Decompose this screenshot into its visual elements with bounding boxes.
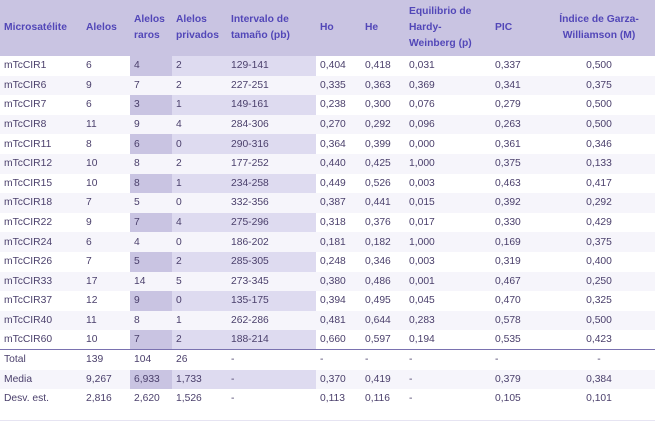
cell-intervalo: 188-214 <box>227 330 316 350</box>
cell-microsatelite: mTcCIR22 <box>4 217 53 229</box>
summary-row <box>0 389 655 409</box>
cell-pic: 0,379 <box>495 373 521 385</box>
table-row <box>0 193 655 213</box>
table-row <box>0 252 655 272</box>
cell-he: 0,363 <box>365 79 391 91</box>
cell-microsatelite: mTcCIR8 <box>4 119 47 131</box>
cell-pic: 0,467 <box>495 275 521 287</box>
cell-equilibrio: 0,369 <box>409 79 435 91</box>
cell-pic: 0,279 <box>495 99 521 111</box>
cell-alelos: 9,267 <box>86 373 112 385</box>
cell-pic: 0,361 <box>495 138 521 150</box>
cell-alelos-privados: 1,526 <box>176 393 202 405</box>
cell-ho: 0,660 <box>320 334 346 346</box>
header-alelos-raros: Alelos raros <box>134 14 165 41</box>
cell-microsatelite: mTcCIR18 <box>4 197 53 209</box>
cell-alelos-privados: 2 <box>172 252 227 272</box>
cell-alelos-privados: 0 <box>172 291 227 311</box>
cell-ho: 0,449 <box>320 177 346 189</box>
cell-ho: 0,387 <box>320 197 346 209</box>
cell-equilibrio: 0,283 <box>409 315 435 327</box>
cell-alelos-raros: 8 <box>134 315 140 327</box>
cell-microsatelite: mTcCIR15 <box>4 177 53 189</box>
cell-microsatelite: mTcCIR1 <box>4 60 47 72</box>
cell-he: 0,644 <box>365 315 391 327</box>
cell-equilibrio: 1,000 <box>409 158 435 170</box>
cell-alelos-raros: 5 <box>130 252 172 272</box>
cell-microsatelite: mTcCIR11 <box>4 138 52 150</box>
cell-intervalo: 332-356 <box>231 197 269 209</box>
cell-microsatelite: mTcCIR26 <box>4 256 53 268</box>
cell-alelos-privados: 5 <box>176 275 182 287</box>
cell-ho: 0,248 <box>320 256 346 268</box>
cell-indice: 0,325 <box>586 295 612 307</box>
cell-alelos-privados: 0 <box>176 236 182 248</box>
cell-pic: 0,169 <box>495 236 521 248</box>
cell-equilibrio: 0,031 <box>409 60 435 72</box>
cell-equilibrio: 0,003 <box>409 256 435 268</box>
cell-ho: 0,370 <box>320 373 346 385</box>
cell-he: 0,292 <box>365 119 391 131</box>
cell-indice: 0,500 <box>586 60 612 72</box>
header-ho: Ho <box>320 22 334 33</box>
header-he: He <box>365 22 379 33</box>
cell-equilibrio: 0,015 <box>409 197 435 209</box>
cell-alelos: 9 <box>86 79 92 91</box>
cell-microsatelite: mTcCIR12 <box>4 158 53 170</box>
cell-alelos-raros: 8 <box>134 158 140 170</box>
cell-alelos-raros: 6 <box>130 134 172 154</box>
cell-alelos-privados: 1 <box>172 95 227 115</box>
cell-alelos: 10 <box>86 177 98 189</box>
cell-microsatelite: mTcCIR37 <box>4 295 53 307</box>
cell-indice: 0,500 <box>586 315 612 327</box>
cell-alelos-privados: 2 <box>176 158 182 170</box>
cell-pic: 0,535 <box>495 334 521 346</box>
cell-equilibrio: 0,003 <box>409 177 435 189</box>
cell-he: 0,182 <box>365 236 391 248</box>
cell-he: 0,116 <box>365 393 391 405</box>
cell-alelos: 8 <box>86 138 92 150</box>
table-row <box>0 174 655 194</box>
cell-intervalo: - <box>227 350 316 370</box>
cell-ho: 0,270 <box>320 119 346 131</box>
cell-alelos-privados: 2 <box>176 79 182 91</box>
cell-equilibrio: - <box>409 393 413 405</box>
cell-equilibrio: 0,001 <box>409 275 435 287</box>
cell-intervalo: 177-252 <box>231 158 269 170</box>
cell-alelos: 7 <box>86 197 92 209</box>
cell-intervalo: 262-286 <box>231 315 269 327</box>
cell-indice: 0,500 <box>586 119 612 131</box>
cell-alelos: 7 <box>86 256 92 268</box>
cell-equilibrio: 0,017 <box>409 217 435 229</box>
cell-alelos-raros: 7 <box>130 213 172 233</box>
table-row <box>0 291 655 311</box>
cell-alelos-raros: 2,620 <box>134 393 160 405</box>
cell-microsatelite: mTcCIR33 <box>4 275 53 287</box>
cell-microsatelite: mTcCIR60 <box>4 334 53 346</box>
cell-pic: 0,330 <box>495 217 521 229</box>
cell-equilibrio: - <box>405 350 491 370</box>
table-row <box>0 115 655 135</box>
cell-pic: 0,578 <box>495 315 521 327</box>
cell-microsatelite: Media <box>4 373 33 385</box>
cell-alelos-raros: 9 <box>134 119 140 131</box>
header-microsatelite: Microsatélite <box>4 22 67 33</box>
cell-microsatelite: Desv. est. <box>4 393 50 405</box>
cell-ho: 0,318 <box>320 217 346 229</box>
cell-alelos: 10 <box>86 334 98 346</box>
cell-he: 0,419 <box>365 373 391 385</box>
table-row <box>0 56 655 76</box>
cell-intervalo: 186-202 <box>231 236 269 248</box>
cell-intervalo: - <box>231 393 235 405</box>
cell-microsatelite: Total <box>0 350 82 370</box>
cell-alelos-privados: 26 <box>172 350 227 370</box>
cell-alelos-raros: 4 <box>134 236 140 248</box>
cell-he: 0,300 <box>365 99 391 111</box>
cell-pic: 0,463 <box>495 177 521 189</box>
cell-alelos-raros: 8 <box>130 174 172 194</box>
cell-alelos-privados: 1,733 <box>172 370 227 390</box>
cell-indice: 0,400 <box>586 256 612 268</box>
cell-equilibrio: - <box>409 373 413 385</box>
cell-alelos-privados: 1 <box>176 315 182 327</box>
cell-alelos-raros: 9 <box>130 291 172 311</box>
cell-pic: 0,341 <box>495 79 521 91</box>
cell-alelos: 10 <box>86 158 98 170</box>
cell-he: 0,425 <box>365 158 391 170</box>
cell-indice: 0,250 <box>586 275 612 287</box>
cell-alelos: 11 <box>86 119 97 131</box>
cell-he: 0,399 <box>365 138 391 150</box>
cell-ho: 0,364 <box>320 138 346 150</box>
cell-pic: - <box>491 350 543 370</box>
cell-indice: 0,429 <box>586 217 612 229</box>
table-row <box>0 134 655 154</box>
cell-he: 0,597 <box>365 334 391 346</box>
cell-alelos: 11 <box>86 315 97 327</box>
cell-alelos-privados: 0 <box>176 197 182 209</box>
cell-alelos-raros: 4 <box>130 56 172 76</box>
cell-equilibrio: 0,096 <box>409 119 435 131</box>
table-header <box>0 0 655 56</box>
cell-alelos-privados: 2 <box>172 56 227 76</box>
cell-alelos-privados: 0 <box>172 134 227 154</box>
cell-pic: 0,470 <box>495 295 521 307</box>
table-row <box>0 213 655 233</box>
header-row <box>0 0 655 56</box>
header-pic: PIC <box>495 22 513 33</box>
table-row <box>0 272 655 292</box>
cell-he: 0,346 <box>365 256 391 268</box>
cell-he: - <box>361 350 405 370</box>
header-equilibrio: Equilibrio de Hardy-Weinberg (p) <box>409 6 472 49</box>
cell-he: 0,495 <box>365 295 391 307</box>
cell-alelos-raros: 5 <box>134 197 140 209</box>
cell-equilibrio: 0,045 <box>409 295 435 307</box>
cell-alelos-raros: 7 <box>130 330 172 350</box>
table-row <box>0 154 655 174</box>
cell-indice: 0,423 <box>586 334 612 346</box>
cell-he: 0,486 <box>365 275 391 287</box>
cell-alelos: 6 <box>86 60 92 72</box>
cell-microsatelite: mTcCIR6 <box>4 79 47 91</box>
cell-ho: 0,481 <box>320 315 346 327</box>
cell-equilibrio: 0,000 <box>409 138 435 150</box>
cell-intervalo: 284-306 <box>231 119 269 131</box>
cell-indice: 0,292 <box>586 197 612 209</box>
cell-indice: 0,384 <box>586 373 612 385</box>
cell-ho: 0,404 <box>320 60 346 72</box>
cell-alelos-privados: 4 <box>172 213 227 233</box>
cell-alelos-raros: 104 <box>130 350 172 370</box>
cell-alelos-raros: 7 <box>134 79 140 91</box>
header-indice: Índice de Garza-Williamson (M) <box>559 14 639 41</box>
cell-equilibrio: 0,076 <box>409 99 435 111</box>
cell-alelos-privados: 2 <box>172 330 227 350</box>
cell-alelos-privados: 4 <box>176 119 182 131</box>
header-alelos: Alelos <box>86 22 117 33</box>
cell-he: 0,441 <box>365 197 391 209</box>
table-row <box>0 330 655 350</box>
table-bottom-rule <box>0 420 655 421</box>
cell-alelos: 2,816 <box>86 393 112 405</box>
cell-intervalo: 290-316 <box>227 134 316 154</box>
cell-ho: 0,181 <box>320 236 346 248</box>
cell-ho: - <box>316 350 361 370</box>
cell-indice: 0,417 <box>586 177 612 189</box>
cell-ho: 0,113 <box>320 393 346 405</box>
cell-indice: - <box>543 350 655 370</box>
cell-ho: 0,440 <box>320 158 346 170</box>
summary-row <box>0 370 655 390</box>
cell-alelos: 139 <box>82 350 130 370</box>
cell-pic: 0,392 <box>495 197 521 209</box>
cell-intervalo: 227-251 <box>231 79 269 91</box>
cell-alelos-raros: 3 <box>130 95 172 115</box>
cell-alelos: 17 <box>86 275 98 287</box>
header-alelos-privados: Alelos privados <box>176 14 219 41</box>
cell-ho: 0,238 <box>320 99 346 111</box>
cell-indice: 0,375 <box>586 79 612 91</box>
cell-alelos: 12 <box>86 295 98 307</box>
cell-alelos-privados: 1 <box>172 174 227 194</box>
cell-pic: 0,105 <box>495 393 521 405</box>
cell-he: 0,418 <box>365 60 391 72</box>
cell-ho: 0,380 <box>320 275 346 287</box>
cell-ho: 0,394 <box>320 295 346 307</box>
cell-intervalo: 234-258 <box>227 174 316 194</box>
header-intervalo: Intervalo de tamaño (pb) <box>231 14 290 41</box>
cell-intervalo: 149-161 <box>227 95 316 115</box>
table-row <box>0 311 655 331</box>
cell-indice: 0,375 <box>586 236 612 248</box>
cell-ho: 0,335 <box>320 79 346 91</box>
cell-alelos-raros: 14 <box>134 275 146 287</box>
cell-indice: 0,500 <box>586 99 612 111</box>
cell-microsatelite: mTcCIR40 <box>4 315 53 327</box>
cell-intervalo: 285-305 <box>227 252 316 272</box>
table-row <box>0 232 655 252</box>
table-row <box>0 76 655 96</box>
cell-alelos: 9 <box>86 217 92 229</box>
cell-intervalo: 273-345 <box>231 275 269 287</box>
cell-pic: 0,337 <box>495 60 521 72</box>
cell-alelos-raros: 6,933 <box>130 370 172 390</box>
cell-alelos: 6 <box>86 236 92 248</box>
cell-indice: 0,346 <box>586 138 612 150</box>
table-row <box>0 95 655 115</box>
cell-pic: 0,263 <box>495 119 521 131</box>
cell-alelos: 6 <box>86 99 92 111</box>
table-body <box>0 56 655 409</box>
cell-intervalo: 129-141 <box>227 56 316 76</box>
cell-equilibrio: 0,194 <box>409 334 435 346</box>
cell-microsatelite: mTcCIR7 <box>4 99 47 111</box>
cell-intervalo: 275-296 <box>227 213 316 233</box>
cell-he: 0,526 <box>365 177 391 189</box>
cell-indice: 0,133 <box>586 158 612 170</box>
summary-row <box>0 350 655 370</box>
cell-pic: 0,319 <box>495 256 521 268</box>
cell-equilibrio: 1,000 <box>409 236 435 248</box>
cell-intervalo: 135-175 <box>227 291 316 311</box>
cell-intervalo: - <box>227 370 316 390</box>
cell-microsatelite: mTcCIR24 <box>4 236 53 248</box>
cell-pic: 0,375 <box>495 158 521 170</box>
cell-he: 0,376 <box>365 217 391 229</box>
cell-indice: 0,101 <box>586 393 612 405</box>
